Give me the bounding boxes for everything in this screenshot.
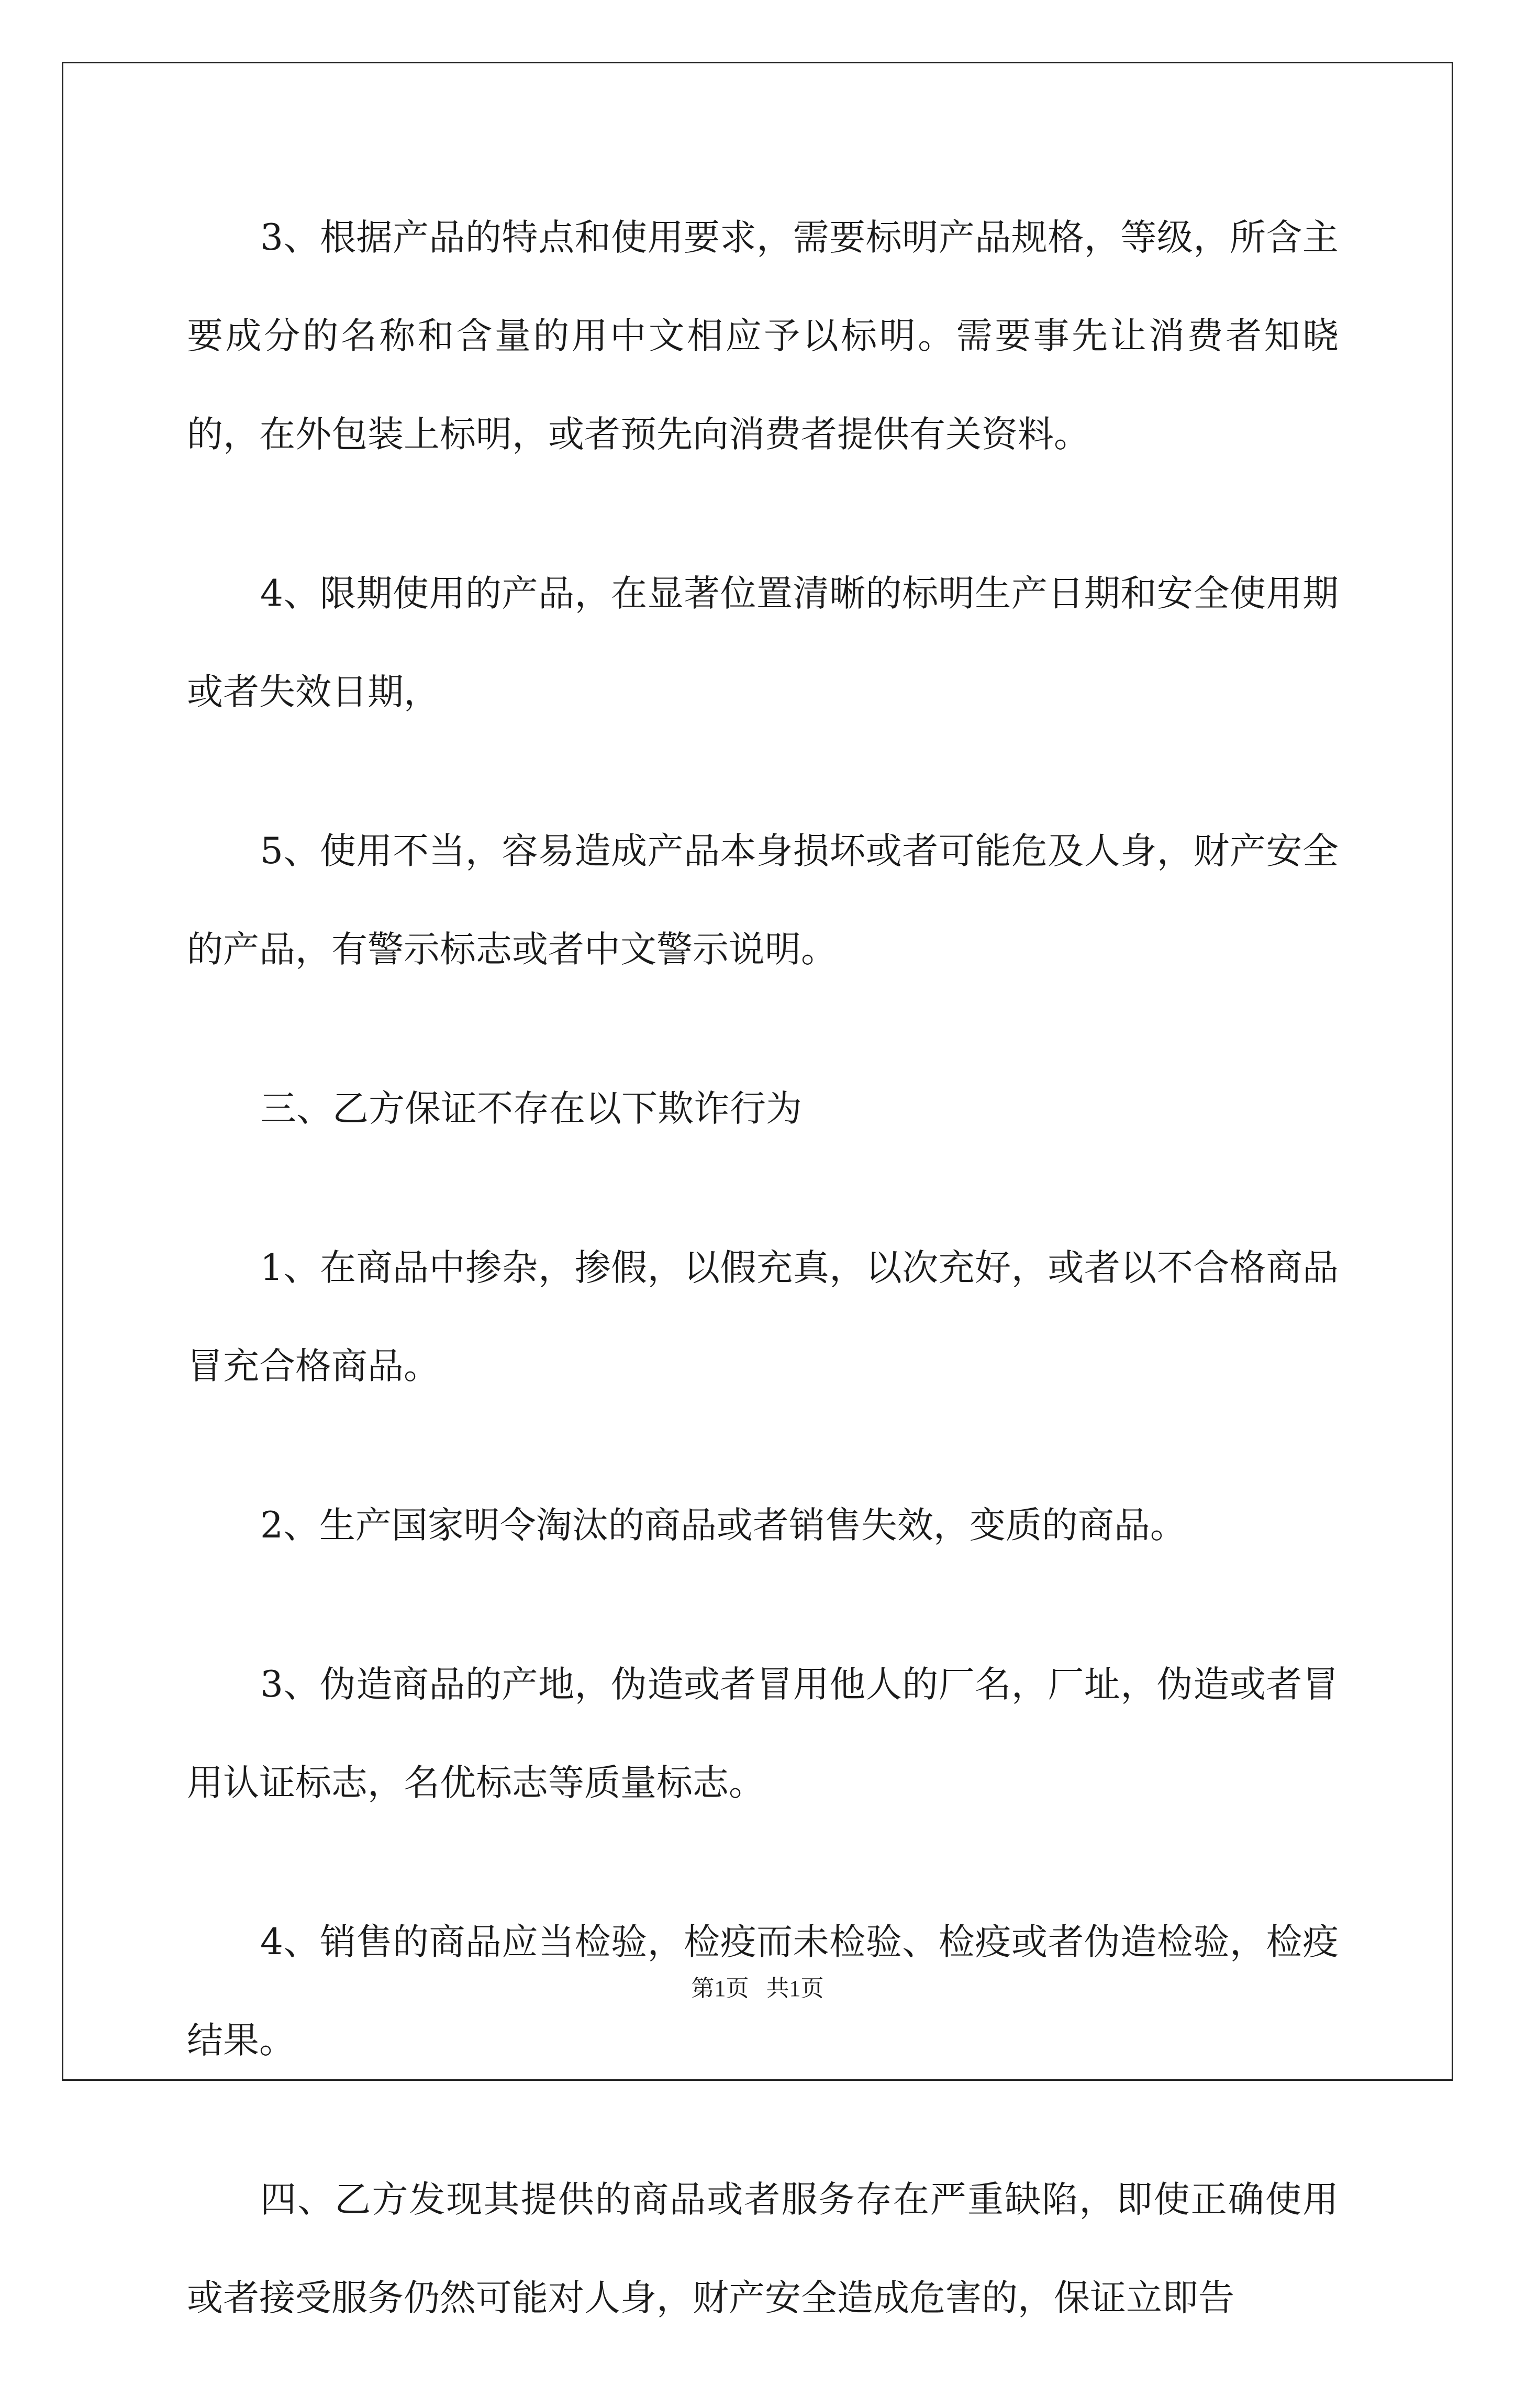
paragraph: 5、使用不当，容易造成产品本身损坏或者可能危及人身，财产安全的产品，有警示标志或者中文警示说明。 [187, 830, 1339, 971]
paragraph: 4、销售的商品应当检验，检疫而未检验、检疫或者伪造检验，检疫结果。 [187, 1921, 1339, 2061]
paragraph: 1、在商品中掺杂，掺假，以假充真，以次充好，或者以不合格商品冒充合格商品。 [187, 1247, 1339, 1387]
page-footer: 第1页 共1页 [691, 1976, 824, 2001]
paragraph: 3、伪造商品的产地，伪造或者冒用他人的厂名，厂址，伪造或者冒用认证标志，名优标志等质量标志。 [187, 1664, 1339, 1804]
paragraph: 4、限期使用的产品，在显著位置清晰的标明生产日期和安全使用期或者失效日期， [187, 573, 1339, 713]
document-body [187, 188, 1339, 2408]
paragraph: 3、根据产品的特点和使用要求，需要标明产品规格，等级，所含主要成分的名称和含量的用中文相应予以标明。需要事先让消费者知晓的，在外包装上标明，或者预先向消费者提供有关资料。 [187, 217, 1339, 455]
paragraph: 四、乙方发现其提供的商品或者服务存在严重缺陷，即使正确使用或者接受服务仍然可能对人身，财产安全造成危害的，保证立即告 [187, 2179, 1339, 2319]
section-heading: 三、乙方保证不存在以下欺诈行为 [260, 1088, 802, 1130]
paragraph: 2、生产国家明令淘汰的商品或者销售失效，变质的商品。 [260, 1504, 1186, 1546]
